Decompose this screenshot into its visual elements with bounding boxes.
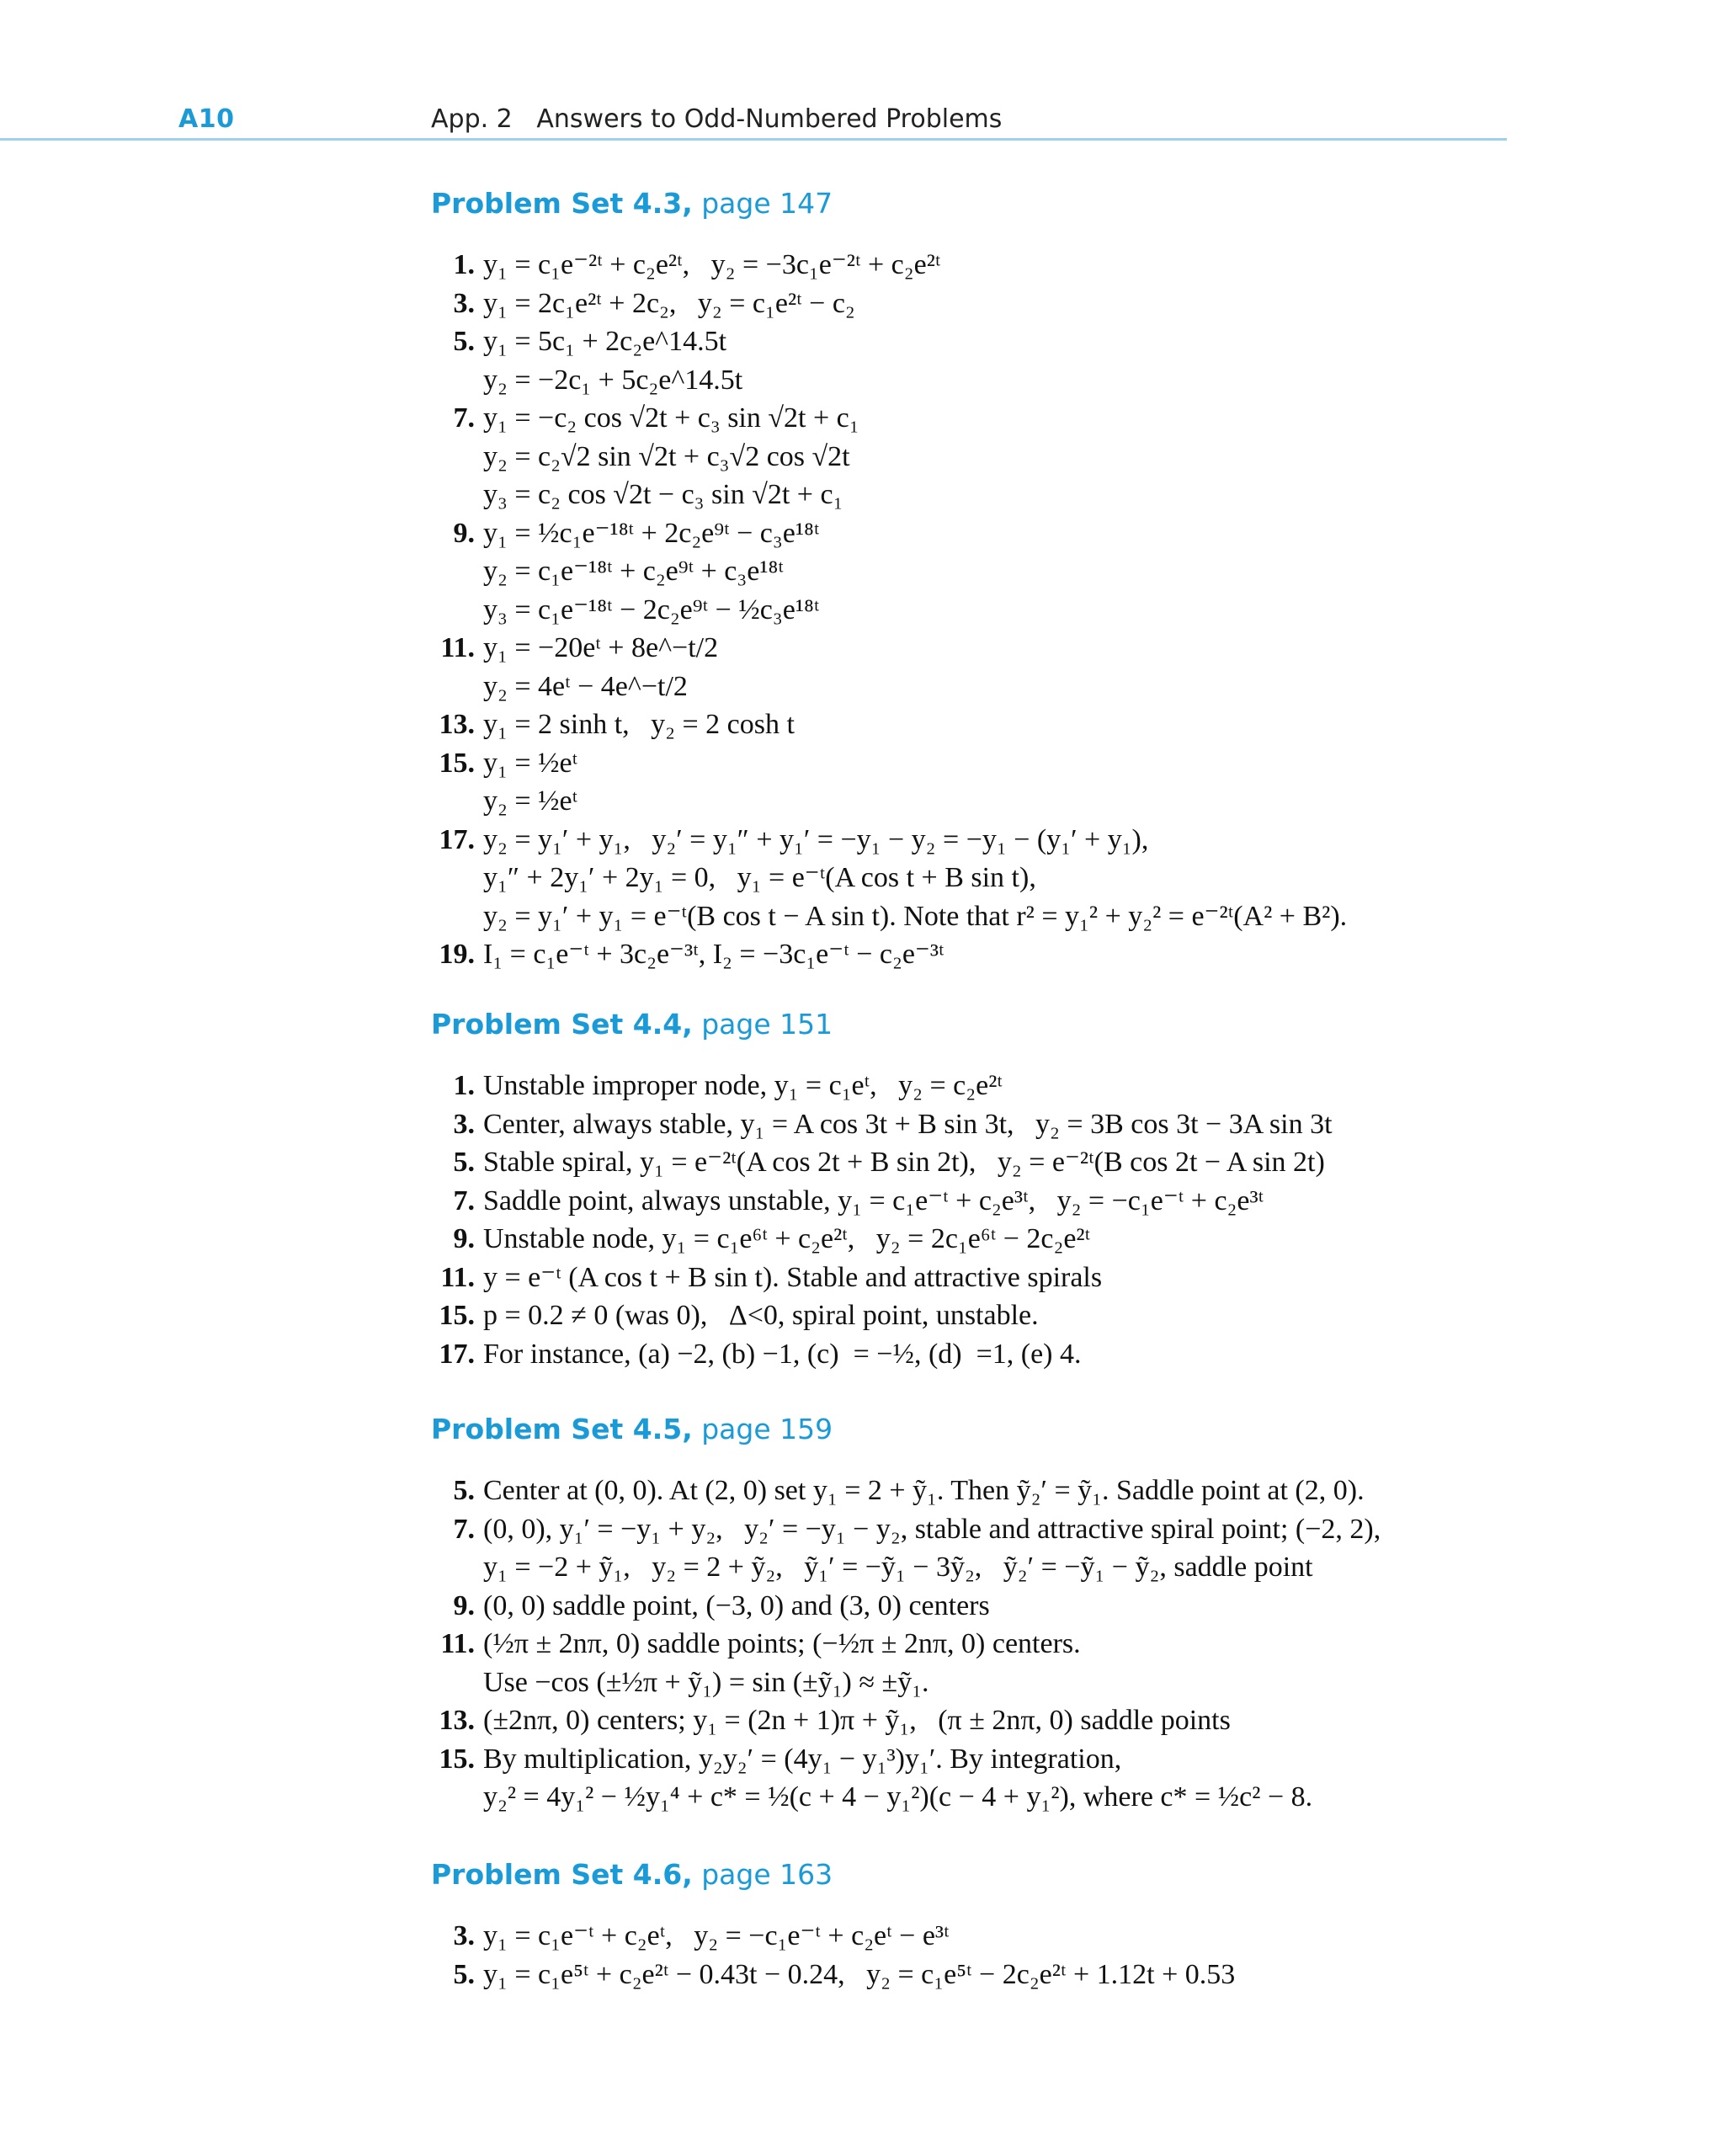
answer-text: Center, always stable, y₁ = A cos 3t + B sin 3t, y₂ = 3B cos 3t − 3A sin 3t — [483, 1108, 1333, 1140]
answer-line — [431, 668, 1542, 706]
answer-text: y₁″ + 2y₁′ + 2y₁ = 0, y₁ = e⁻ᵗ(A cos t + B sin t), — [483, 862, 1036, 893]
answer-line — [431, 246, 1542, 285]
answer-text: y₃ = c₂ cos √2t − c₃ sin √2t + c₁ — [483, 479, 843, 510]
answer-line — [431, 705, 1542, 744]
answer-line — [431, 399, 1542, 438]
answer-line — [431, 1701, 1542, 1740]
answer-text: Unstable improper node, y₁ = c₁eᵗ, y₂ = c₂e²ᵗ — [483, 1070, 1003, 1101]
answer-text: y₂ = c₂√2 sin √2t + c₃√2 cos √2t — [483, 440, 850, 472]
problem-number: 5. — [453, 1147, 475, 1178]
problem-number: 3. — [453, 287, 475, 319]
answer-text: y₂ = ½eᵗ — [483, 785, 578, 817]
problem-number: 15. — [439, 747, 475, 779]
answer-line — [431, 1143, 1542, 1182]
answer-line — [431, 322, 1542, 361]
problem-number: 17. — [439, 823, 475, 855]
answer-text: By multiplication, y₂y₂′ = (4y₁ − y₁³)y₁′. By integration, — [483, 1743, 1122, 1775]
problem-number: 11. — [440, 632, 475, 663]
problem-number: 1. — [453, 249, 475, 280]
answer-line — [431, 1296, 1542, 1335]
answer-line — [431, 1259, 1542, 1297]
answer-text: y₂² = 4y₁² − ½y₁⁴ + c* = ½(c + 4 − y₁²)(c − 4 + y₁²), where c* = ½c² − 8. — [483, 1781, 1313, 1813]
answer-text: y₃ = c₁e⁻¹⁸ᵗ − 2c₂e⁹ᵗ − ½c₃e¹⁸ᵗ — [483, 594, 820, 626]
answer-line — [431, 1917, 1542, 1956]
answer-line — [431, 1067, 1542, 1105]
problem-number: 15. — [439, 1743, 475, 1775]
answer-text: p = 0.2 ≠ 0 (was 0), Δ<0, spiral point, unstable. — [483, 1300, 1039, 1331]
problem-number: 5. — [453, 1475, 475, 1506]
problem-set-4-5 — [431, 1404, 1542, 1817]
answer-line — [431, 1182, 1542, 1221]
answer-line — [431, 591, 1542, 630]
problem-set-4-6 — [431, 1850, 1542, 1994]
answer-text: y₁ = −c₂ cos √2t + c₃ sin √2t + c₁ — [483, 402, 859, 434]
answer-text: y₂ = c₁e⁻¹⁸ᵗ + c₂e⁹ᵗ + c₃e¹⁸ᵗ — [483, 556, 784, 587]
answer-text: y₂ = y₁′ + y₁ = e⁻ᵗ(B cos t − A sin t). Note that r² = y₁² + y₂² = e⁻²ᵗ(A² + B²). — [483, 900, 1348, 932]
section-page-ref: page 159 — [692, 1413, 833, 1445]
answer-text: I₁ = c₁e⁻ᵗ + 3c₂e⁻³ᵗ, I₂ = −3c₁e⁻ᵗ − c₂e⁻³ᵗ — [483, 939, 944, 970]
answer-text: y₂ = y₁′ + y₁, y₂′ = y₁″ + y₁′ = −y₁ − y₂ = −y₁ − (y₁′ + y₁), — [483, 823, 1149, 855]
problem-number: 9. — [453, 1589, 475, 1621]
answer-line — [431, 744, 1542, 783]
answer-line — [431, 1956, 1542, 1994]
answer-line — [431, 1548, 1542, 1587]
section-page-ref: page 151 — [692, 1008, 833, 1041]
answer-line — [431, 1740, 1542, 1779]
section-heading — [431, 178, 1542, 229]
answer-line — [431, 1778, 1542, 1817]
answer-text: y₁ = 2 sinh t, y₂ = 2 cosh t — [483, 709, 795, 740]
answer-line — [431, 1335, 1542, 1374]
problem-number: 3. — [453, 1920, 475, 1951]
answer-list — [431, 246, 1542, 974]
answer-text: y₁ = −20eᵗ + 8e^−t/2 — [483, 632, 719, 663]
answer-list — [431, 1067, 1542, 1373]
section-page-ref: page 163 — [692, 1858, 833, 1891]
problem-number: 13. — [439, 709, 475, 740]
problem-number: 13. — [439, 1705, 475, 1736]
section-heading — [431, 1850, 1542, 1900]
answer-line — [431, 1472, 1542, 1510]
answer-text: Center at (0, 0). At (2, 0) set y₁ = 2 + ỹ₁. Then ỹ₂′ = ỹ₁. Saddle point at (2, 0). — [483, 1475, 1365, 1506]
section-name: Problem Set 4.4, — [431, 1008, 693, 1041]
answer-line — [431, 897, 1542, 936]
problem-number: 15. — [439, 1300, 475, 1331]
answer-line — [431, 552, 1542, 591]
problem-number: 11. — [440, 1628, 475, 1659]
problem-number: 17. — [439, 1338, 475, 1370]
problem-number: 5. — [453, 1958, 475, 1990]
section-name: Problem Set 4.6, — [431, 1858, 693, 1891]
answer-text: y₁ = ½c₁e⁻¹⁸ᵗ + 2c₂e⁹ᵗ − c₃e¹⁸ᵗ — [483, 517, 820, 549]
answer-line — [431, 935, 1542, 974]
answer-list — [431, 1472, 1542, 1817]
problem-number: 5. — [453, 326, 475, 357]
answer-text: Unstable node, y₁ = c₁e⁶ᵗ + c₂e²ᵗ, y₂ = 2c₁e⁶ᵗ − 2c₂e²ᵗ — [483, 1223, 1091, 1254]
answer-text: y₁ = c₁e⁵ᵗ + c₂e²ᵗ − 0.43t − 0.24, y₂ = c₁e⁵ᵗ − 2c₂e²ᵗ + 1.12t + 0.53 — [483, 1958, 1236, 1990]
answer-line — [431, 476, 1542, 514]
section-name: Problem Set 4.5, — [431, 1413, 693, 1445]
problem-number: 7. — [453, 402, 475, 434]
answer-text: (½π ± 2nπ, 0) saddle points; (−½π ± 2nπ, 0) centers. — [483, 1628, 1081, 1659]
problem-number: 11. — [440, 1261, 475, 1293]
section-heading — [431, 1404, 1542, 1455]
page-number: A10 — [178, 104, 235, 134]
problem-number: 9. — [453, 517, 475, 549]
problem-set-4-4 — [431, 999, 1542, 1373]
section-name: Problem Set 4.3, — [431, 187, 693, 220]
problem-number: 19. — [439, 939, 475, 970]
answer-text: y₁ = ½eᵗ — [483, 747, 578, 779]
answer-text: y₁ = c₁e⁻ᵗ + c₂eᵗ, y₂ = −c₁e⁻ᵗ + c₂eᵗ − e³ᵗ — [483, 1920, 950, 1951]
answer-text: y₁ = c₁e⁻²ᵗ + c₂e²ᵗ, y₂ = −3c₁e⁻²ᵗ + c₂e²ᵗ — [483, 249, 941, 280]
problem-number: 9. — [453, 1223, 475, 1254]
header-divider — [0, 138, 1507, 141]
answer-line — [431, 1510, 1542, 1549]
answer-text: y₂ = 4eᵗ − 4e^−t/2 — [483, 670, 688, 702]
answer-line — [431, 629, 1542, 668]
answer-text: (0, 0), y₁′ = −y₁ + y₂, y₂′ = −y₁ − y₂, stable and attractive spiral point; (−2, 2), — [483, 1513, 1381, 1545]
answer-line — [431, 285, 1542, 323]
answer-line — [431, 438, 1542, 476]
answer-text: Use −cos (±½π + ỹ₁) = sin (±ỹ₁) ≈ ±ỹ₁. — [483, 1666, 929, 1698]
problem-set-4-3 — [431, 178, 1542, 974]
problem-number: 7. — [453, 1184, 475, 1216]
answer-line — [431, 514, 1542, 553]
answer-line — [431, 821, 1542, 860]
answer-text: y₁ = 2c₁e²ᵗ + 2c₂, y₂ = c₁e²ᵗ − c₂ — [483, 287, 855, 319]
answer-text: Saddle point, always unstable, y₁ = c₁e⁻ᵗ + c₂e³ᵗ, y₂ = −c₁e⁻ᵗ + c₂e³ᵗ — [483, 1184, 1264, 1216]
answer-line — [431, 859, 1542, 897]
answer-line — [431, 361, 1542, 400]
answer-text: y₁ = 5c₁ + 2c₂e^14.5t — [483, 326, 727, 357]
answer-text: y = e⁻ᵗ (A cos t + B sin t). Stable and attractive spirals — [483, 1261, 1103, 1293]
answer-line — [431, 1105, 1542, 1144]
section-heading — [431, 999, 1542, 1050]
problem-number: 1. — [453, 1070, 475, 1101]
answer-text: For instance, (a) −2, (b) −1, (c) = −½, (d) =1, (e) 4. — [483, 1338, 1082, 1370]
answer-line — [431, 1625, 1542, 1664]
answer-text: Stable spiral, y₁ = e⁻²ᵗ(A cos 2t + B sin 2t), y₂ = e⁻²ᵗ(B cos 2t − A sin 2t) — [483, 1147, 1325, 1178]
answer-line — [431, 1664, 1542, 1702]
answer-line — [431, 782, 1542, 821]
answer-line — [431, 1220, 1542, 1259]
answer-line — [431, 1587, 1542, 1626]
answer-text: (0, 0) saddle point, (−3, 0) and (3, 0) centers — [483, 1589, 990, 1621]
problem-number: 7. — [453, 1513, 475, 1545]
answer-list — [431, 1917, 1542, 1994]
problem-number: 3. — [453, 1108, 475, 1140]
section-page-ref: page 147 — [692, 187, 833, 220]
answer-text: (±2nπ, 0) centers; y₁ = (2n + 1)π + ỹ₁, (π ± 2nπ, 0) saddle points — [483, 1705, 1231, 1736]
running-head: App. 2 Answers to Odd-Numbered Problems — [431, 104, 1003, 134]
answer-text: y₁ = −2 + ỹ₁, y₂ = 2 + ỹ₂, ỹ₁′ = −ỹ₁ − 3ỹ₂, ỹ₂′ = −ỹ₁ − ỹ₂, saddle point — [483, 1552, 1313, 1583]
answer-text: y₂ = −2c₁ + 5c₂e^14.5t — [483, 364, 743, 396]
